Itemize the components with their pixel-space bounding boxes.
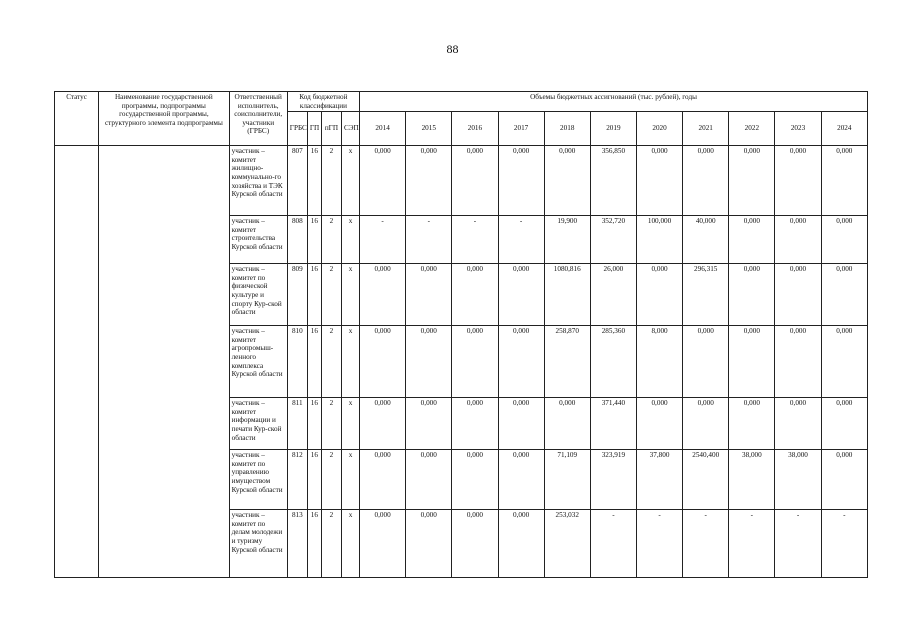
value-cell: 0,000 [821,450,867,510]
value-cell: 371,440 [590,398,636,450]
value-cell: - [821,510,867,578]
value-cell: 285,360 [590,326,636,398]
value-cell: 0,000 [498,398,544,450]
value-cell: - [775,510,821,578]
pgp-cell: 2 [321,398,341,450]
value-cell: 253,032 [544,510,590,578]
value-cell: 8,000 [636,326,682,398]
value-cell: - [360,216,406,264]
value-cell: 1080,816 [544,264,590,326]
header-year: 2018 [544,112,590,146]
value-cell: 0,000 [729,264,775,326]
value-cell: 38,000 [775,450,821,510]
value-cell: 0,000 [360,326,406,398]
value-cell: 38,000 [729,450,775,510]
value-cell: 0,000 [498,326,544,398]
value-cell: 40,000 [683,216,729,264]
gp-cell: 16 [307,264,321,326]
pgp-cell: 2 [321,450,341,510]
pgp-cell: 2 [321,216,341,264]
table-row [55,146,868,216]
value-cell: - [729,510,775,578]
grbs-cell: 810 [287,326,307,398]
value-cell: 0,000 [360,450,406,510]
value-cell: 0,000 [683,146,729,216]
value-cell: - [683,510,729,578]
value-cell: 0,000 [406,510,452,578]
pgp-cell: 2 [321,326,341,398]
header-executor: Ответственный исполнитель, соисполнители, участники (ГРБС) [229,92,287,146]
value-cell: 0,000 [452,510,498,578]
value-cell: 0,000 [775,264,821,326]
header-year: 2016 [452,112,498,146]
grbs-cell: 813 [287,510,307,578]
value-cell: 0,000 [821,216,867,264]
value-cell: 0,000 [729,398,775,450]
pgp-cell: 2 [321,264,341,326]
grbs-cell: 809 [287,264,307,326]
value-cell: 296,315 [683,264,729,326]
value-cell: 0,000 [683,398,729,450]
executor-cell: участник – комитет агропромыш-ленного комплекса Курской области [229,326,287,398]
value-cell: 19,900 [544,216,590,264]
header-year: 2019 [590,112,636,146]
value-cell: 0,000 [498,450,544,510]
page-number: 88 [446,42,459,56]
value-cell: 71,109 [544,450,590,510]
sep-cell: х [341,146,359,216]
header-year: 2020 [636,112,682,146]
value-cell: 0,000 [729,146,775,216]
value-cell: - [498,216,544,264]
sep-cell: х [341,326,359,398]
value-cell: 0,000 [406,326,452,398]
value-cell: 323,919 [590,450,636,510]
value-cell: 0,000 [775,216,821,264]
value-cell: 0,000 [729,216,775,264]
header-grbs: ГРБС [287,112,307,146]
sep-cell: х [341,450,359,510]
value-cell: 0,000 [683,326,729,398]
value-cell: 352,720 [590,216,636,264]
value-cell: 0,000 [544,146,590,216]
grbs-cell: 807 [287,146,307,216]
value-cell: - [636,510,682,578]
gp-cell: 16 [307,146,321,216]
header-year: 2015 [406,112,452,146]
value-cell: 0,000 [821,398,867,450]
value-cell: 0,000 [360,398,406,450]
value-cell: 0,000 [498,146,544,216]
value-cell: - [590,510,636,578]
value-cell: 0,000 [821,264,867,326]
value-cell: 0,000 [452,326,498,398]
value-cell: 0,000 [452,450,498,510]
value-cell: 0,000 [775,146,821,216]
value-cell: 100,000 [636,216,682,264]
value-cell: 0,000 [406,398,452,450]
grbs-cell: 808 [287,216,307,264]
pgp-cell: 2 [321,510,341,578]
value-cell: 0,000 [821,326,867,398]
header-budget-volume: Объемы бюджетных ассигнований (тыс. рублей), годы [360,92,868,112]
value-cell: 0,000 [452,146,498,216]
value-cell: 0,000 [452,398,498,450]
executor-cell: участник – комитет строительства Курской области [229,216,287,264]
header-status: Статус [55,92,99,146]
pgp-cell: 2 [321,146,341,216]
value-cell: 2540,400 [683,450,729,510]
value-cell: 0,000 [821,146,867,216]
header-year: 2023 [775,112,821,146]
value-cell: 0,000 [406,450,452,510]
gp-cell: 16 [307,326,321,398]
header-gp: ГП [307,112,321,146]
value-cell: - [406,216,452,264]
sep-cell: х [341,398,359,450]
executor-cell: участник – комитет по управлению имуществом Курской области [229,450,287,510]
grbs-cell: 811 [287,398,307,450]
header-budget-code: Код бюджетной классификации [287,92,359,112]
value-cell: 0,000 [498,510,544,578]
value-cell: 0,000 [360,510,406,578]
header-sep: СЭП [341,112,359,146]
value-cell: 0,000 [636,146,682,216]
value-cell: 0,000 [360,146,406,216]
value-cell: 0,000 [360,264,406,326]
value-cell: 0,000 [775,398,821,450]
value-cell: 0,000 [498,264,544,326]
value-cell: 0,000 [406,146,452,216]
gp-cell: 16 [307,398,321,450]
budget-table [54,91,868,578]
gp-cell: 16 [307,216,321,264]
name-cell [99,146,229,578]
header-year: 2017 [498,112,544,146]
value-cell: 0,000 [452,264,498,326]
executor-cell: участник – комитет по физической культуре и спорту Кур-ской области [229,264,287,326]
header-year: 2022 [729,112,775,146]
header-name: Наименование государственной программы, подпрограммы государственной программы, структурного элемента подпрограммы [99,92,229,146]
executor-cell: участник – комитет информации и печати Кур-ской области [229,398,287,450]
value-cell: 0,000 [775,326,821,398]
header-year: 2014 [360,112,406,146]
value-cell: - [452,216,498,264]
grbs-cell: 812 [287,450,307,510]
value-cell: 26,000 [590,264,636,326]
value-cell: 258,870 [544,326,590,398]
value-cell: 0,000 [636,398,682,450]
status-cell [55,146,99,578]
executor-cell: участник – комитет жилищно-коммунально-го хозяйства и ТЭК Курской области [229,146,287,216]
header-year: 2021 [683,112,729,146]
sep-cell: х [341,510,359,578]
header-pgp: пГП [321,112,341,146]
sep-cell: х [341,264,359,326]
value-cell: 0,000 [406,264,452,326]
gp-cell: 16 [307,450,321,510]
sep-cell: х [341,216,359,264]
value-cell: 0,000 [636,264,682,326]
executor-cell: участник – комитет по делам молодежи и туризму Курской области [229,510,287,578]
header-year: 2024 [821,112,867,146]
value-cell: 0,000 [729,326,775,398]
gp-cell: 16 [307,510,321,578]
value-cell: 0,000 [544,398,590,450]
value-cell: 37,800 [636,450,682,510]
value-cell: 356,850 [590,146,636,216]
